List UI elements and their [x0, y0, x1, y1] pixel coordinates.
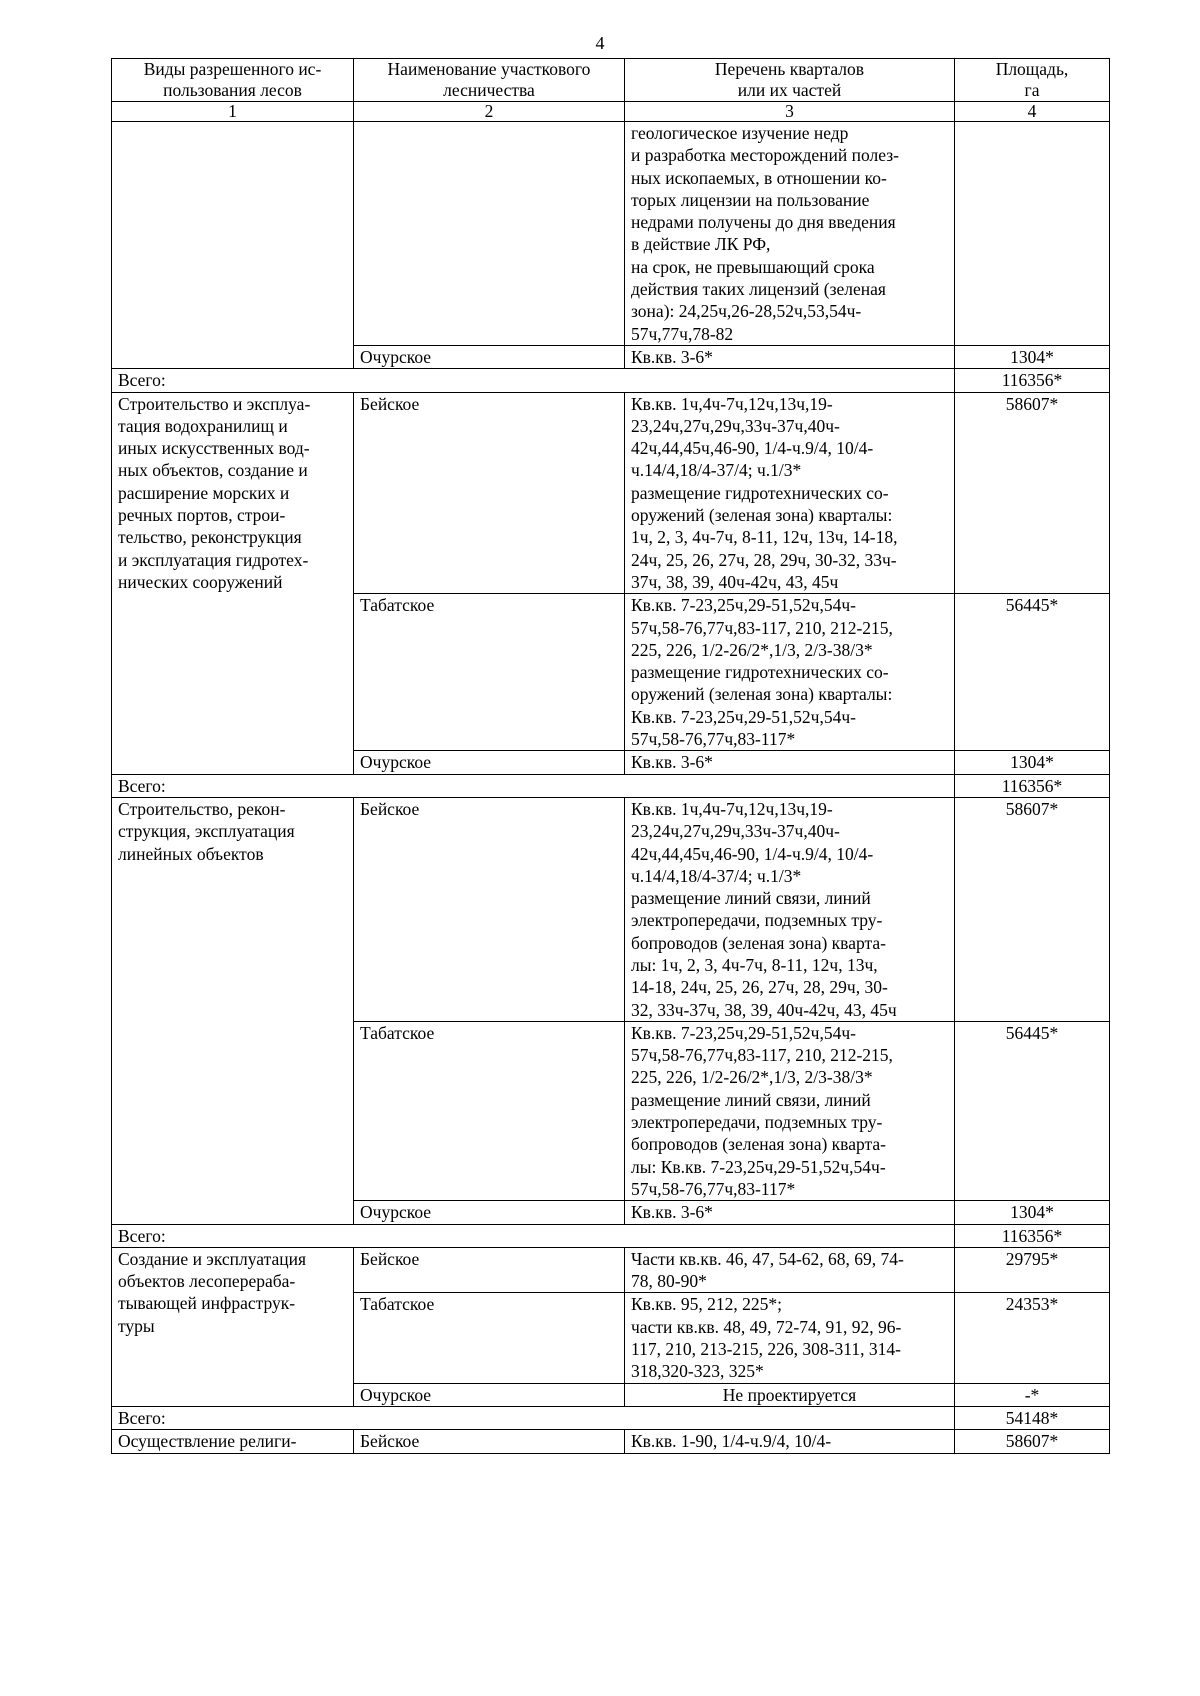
header-district: Наименование участкового лесничества	[354, 59, 625, 102]
district-cell: Очурское	[354, 345, 625, 368]
table-row	[112, 1430, 1110, 1453]
quarters-cell: геологическое изучение недр и разработка месторождений полез- ных ископаемых, в отношении ко- торых лицензии на пользование недрами получены до дня введения в действие ЛК РФ, на срок, не превышающий срока действия таких лицензий (зеленая зона): 24,25ч,26-28,52ч,53,54ч- 57ч,77ч,78-82	[625, 122, 955, 346]
area-cell: 58607*	[955, 797, 1110, 1021]
area-cell: 56445*	[955, 594, 1110, 751]
total-value: 54148*	[955, 1406, 1110, 1429]
quarters-cell: Кв.кв. 3-6*	[625, 1201, 955, 1224]
total-label: Всего:	[112, 1406, 955, 1429]
use-type-cell: Строительство и эксплуа- тация водохранилищ и иных искусственных вод- ных объектов, создание и расширение морских и речных портов, строи- тельство, реконструкция и эксплуатация гидротех- нических сооружений	[112, 392, 354, 774]
district-cell: Бейское	[354, 1430, 625, 1453]
total-row	[112, 369, 1110, 392]
page-number: 4	[595, 33, 605, 53]
table-row	[112, 797, 1110, 1021]
total-row	[112, 1406, 1110, 1429]
column-index: 3	[625, 102, 955, 122]
total-row	[112, 774, 1110, 797]
total-label: Всего:	[112, 774, 955, 797]
district-cell: Очурское	[354, 751, 625, 774]
total-label: Всего:	[112, 1224, 955, 1247]
area-cell	[955, 122, 1110, 346]
district-cell: Табатское	[354, 1293, 625, 1383]
table-row	[112, 122, 1110, 346]
area-cell: 1304*	[955, 345, 1110, 368]
table-row	[112, 1247, 1110, 1293]
district-cell: Бейское	[354, 1247, 625, 1293]
area-cell: 29795*	[955, 1247, 1110, 1293]
district-cell: Очурское	[354, 1201, 625, 1224]
district-cell: Табатское	[354, 1021, 625, 1200]
area-cell: 56445*	[955, 1021, 1110, 1200]
quarters-cell: Кв.кв. 7-23,25ч,29-51,52ч,54ч- 57ч,58-76,77ч,83-117, 210, 212-215, 225, 226, 1/2-26/2*,1/3, 2/3-38/3* размещение гидротехнических со- оружений (зеленая зона) кварталы: Кв.кв. 7-23,25ч,29-51,52ч,54ч- 57ч,58-76,77ч,83-117*	[625, 594, 955, 751]
area-cell: 1304*	[955, 751, 1110, 774]
quarters-cell: Кв.кв. 95, 212, 225*; части кв.кв. 48, 49, 72-74, 91, 92, 96- 117, 210, 213-215, 226, 308-311, 314- 318,320-323, 325*	[625, 1293, 955, 1383]
column-index: 2	[354, 102, 625, 122]
total-value: 116356*	[955, 774, 1110, 797]
total-label: Всего:	[112, 369, 955, 392]
area-cell: 58607*	[955, 392, 1110, 594]
district-cell: Очурское	[354, 1383, 625, 1406]
quarters-cell: Части кв.кв. 46, 47, 54-62, 68, 69, 74- 78, 80-90*	[625, 1247, 955, 1293]
district-cell: Бейское	[354, 392, 625, 594]
column-index: 1	[112, 102, 354, 122]
header-area: Площадь, га	[955, 59, 1110, 102]
total-value: 116356*	[955, 1224, 1110, 1247]
quarters-cell: Кв.кв. 3-6*	[625, 345, 955, 368]
quarters-cell: Кв.кв. 1ч,4ч-7ч,12ч,13ч,19- 23,24ч,27ч,29ч,33ч-37ч,40ч- 42ч,44,45ч,46-90, 1/4-ч.9/4, 10/4- ч.14/4,18/4-37/4; ч.1/3* размещение линий связи, линий электропередачи, подземных тру- бопроводов (зеленая зона) кварта- лы: 1ч, 2, 3, 4ч-7ч, 8-11, 12ч, 13ч, 14-18, 24ч, 25, 26, 27ч, 28, 29ч, 30- 32, 33ч-37ч, 38, 39, 40ч-42ч, 43, 45ч	[625, 797, 955, 1021]
district-cell: Бейское	[354, 797, 625, 1021]
column-index-row	[112, 102, 1110, 122]
quarters-cell: Кв.кв. 1-90, 1/4-ч.9/4, 10/4-	[625, 1430, 955, 1453]
area-cell: 58607*	[955, 1430, 1110, 1453]
area-cell: -*	[955, 1383, 1110, 1406]
use-type-cell: Осуществление религи-	[112, 1430, 354, 1453]
quarters-cell: Кв.кв. 3-6*	[625, 751, 955, 774]
total-value: 116356*	[955, 369, 1110, 392]
use-type-cell: Строительство, рекон- струкция, эксплуатация линейных объектов	[112, 797, 354, 1224]
table-header-row	[112, 59, 1110, 102]
quarters-cell: Кв.кв. 7-23,25ч,29-51,52ч,54ч- 57ч,58-76,77ч,83-117, 210, 212-215, 225, 226, 1/2-26/2*,1/3, 2/3-38/3* размещение линий связи, линий электропередачи, подземных тру- бопроводов (зеленая зона) кварта- лы: Кв.кв. 7-23,25ч,29-51,52ч,54ч- 57ч,58-76,77ч,83-117*	[625, 1021, 955, 1200]
quarters-cell: Кв.кв. 1ч,4ч-7ч,12ч,13ч,19- 23,24ч,27ч,29ч,33ч-37ч,40ч- 42ч,44,45ч,46-90, 1/4-ч.9/4, 10/4- ч.14/4,18/4-37/4; ч.1/3* размещение гидротехнических со- оружений (зеленая зона) кварталы: 1ч, 2, 3, 4ч-7ч, 8-11, 12ч, 13ч, 14-18, 24ч, 25, 26, 27ч, 28, 29ч, 30-32, 33ч- 37ч, 38, 39, 40ч-42ч, 43, 45ч	[625, 392, 955, 594]
use-type-cell	[112, 122, 354, 369]
column-index: 4	[955, 102, 1110, 122]
district-cell	[354, 122, 625, 346]
total-row	[112, 1224, 1110, 1247]
quarters-cell: Не проектируется	[625, 1383, 955, 1406]
forest-use-table	[111, 58, 1110, 1454]
table-row	[112, 392, 1110, 594]
header-quarters: Перечень кварталов или их частей	[625, 59, 955, 102]
district-cell: Табатское	[354, 594, 625, 751]
area-cell: 1304*	[955, 1201, 1110, 1224]
header-use-type: Виды разрешенного ис- пользования лесов	[112, 59, 354, 102]
use-type-cell: Создание и эксплуатация объектов лесоперераба- тывающей инфраструк- туры	[112, 1247, 354, 1406]
area-cell: 24353*	[955, 1293, 1110, 1383]
